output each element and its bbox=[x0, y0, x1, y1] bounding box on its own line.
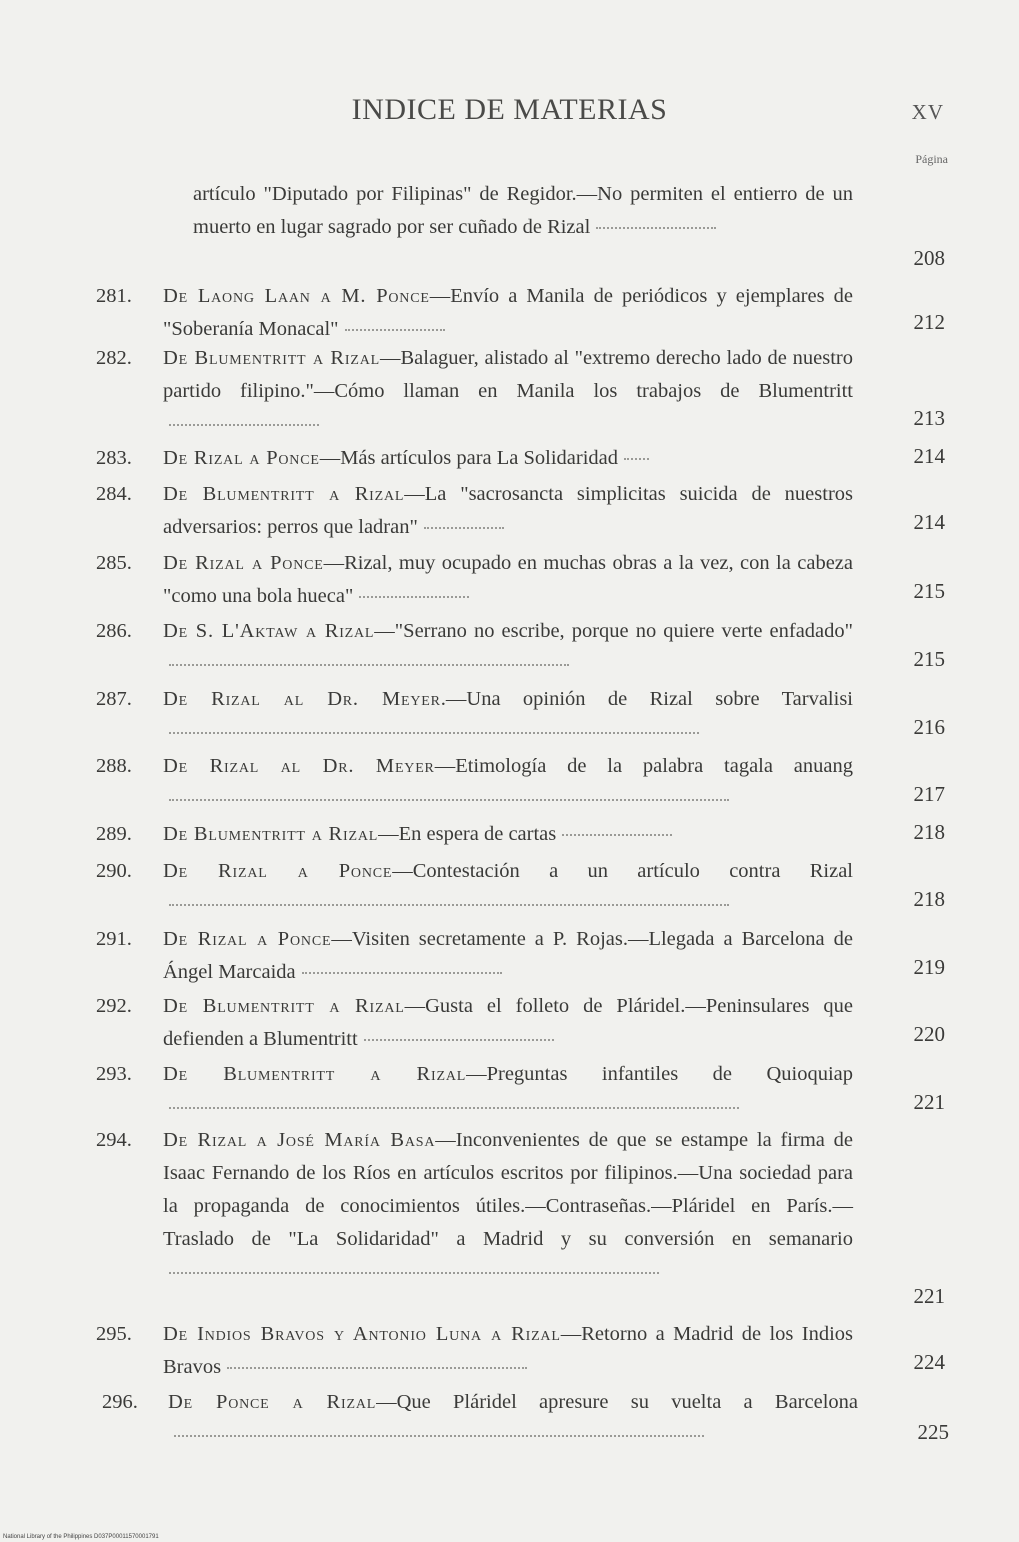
entry-text: —Retorno a Madrid de los Indios Bravos bbox=[163, 1323, 854, 1378]
entry-page: 214 bbox=[913, 510, 945, 534]
entry-page: 219 bbox=[913, 955, 945, 979]
entry-page: 225 bbox=[917, 1420, 949, 1444]
entry-number: 295. bbox=[96, 1323, 132, 1345]
entry-text: —Gusta el folleto de Pláridel.—Peninsulares que defienden a Blumentritt bbox=[163, 995, 854, 1050]
entry-sender: De Rizal a Ponce bbox=[163, 552, 324, 574]
entry-sender: De Blumentritt a Rizal bbox=[163, 347, 380, 369]
entry-text: —En espera de cartas bbox=[378, 823, 557, 845]
entry-sender: De Laong Laan a M. Ponce bbox=[163, 285, 430, 307]
entry-text: —"Serrano no escribe, porque no quiere verte enfadado" bbox=[374, 620, 854, 642]
entry-text: —Balaguer, alistado al "extremo derecho lado de nuestro partido filipino."—Cómo llaman en Manila los trabajos de Blumentritt bbox=[163, 347, 853, 402]
entry-text: —Más artículos para La Solidaridad bbox=[319, 447, 619, 469]
entry-number: 288. bbox=[96, 755, 132, 777]
entry-page: 213 bbox=[913, 406, 945, 430]
page-number: XV bbox=[911, 100, 944, 124]
entry-text: —Inconvenientes de que se estampe la firma de Isaac Fernando de los Ríos en artículos escritos por filipinos.—Una sociedad para la propaganda de conocimientos útiles.—Contraseñas.—Pláridel en París.—Traslado de "La Solidaridad" a Madrid y su conversión en semanario bbox=[163, 1129, 853, 1250]
entry-sender: De Blumentritt a Rizal bbox=[163, 823, 379, 845]
entry-text: —Preguntas infantiles de Quioquiap bbox=[466, 1063, 853, 1085]
page-column-label: Página bbox=[915, 152, 948, 166]
entry-number: 290. bbox=[96, 860, 132, 882]
entry-number: 284. bbox=[96, 483, 132, 505]
entry-number: 294. bbox=[96, 1129, 132, 1151]
entry-number: 286. bbox=[96, 620, 132, 642]
entry-page: 215 bbox=[913, 579, 945, 603]
entry-number: 281. bbox=[96, 285, 132, 307]
entry-number: 289. bbox=[96, 823, 132, 845]
entry-sender: De Rizal al Dr. Meyer bbox=[163, 688, 441, 710]
entry-number: 287. bbox=[96, 688, 132, 710]
entry-sender: De Ponce a Rizal bbox=[168, 1391, 377, 1413]
entry-page: 214 bbox=[913, 444, 945, 468]
entry-sender: De Blumentritt a Rizal bbox=[163, 995, 405, 1017]
entry-sender: De Rizal a José María Basa bbox=[163, 1129, 436, 1151]
entry-page: 212 bbox=[913, 310, 945, 334]
entry-text: —Etimología de la palabra tagala anuang bbox=[434, 755, 853, 777]
entry-sender: De Blumentritt a Rizal bbox=[163, 483, 405, 505]
entry-page: 208 bbox=[913, 246, 945, 270]
entry-number: 291. bbox=[96, 928, 132, 950]
entry-text: —Envío a Manila de periódicos y ejemplares de "Soberanía Monacal" bbox=[163, 285, 853, 340]
entry-text: —Rizal, muy ocupado en muchas obras a la vez, con la cabeza "como una bola hueca" bbox=[163, 552, 853, 607]
entry-page: 220 bbox=[913, 1022, 945, 1046]
entry-number: 285. bbox=[96, 552, 132, 574]
entry-number: 293. bbox=[96, 1063, 132, 1085]
entry-sender: De Rizal al Dr. Meyer bbox=[163, 755, 435, 777]
entry-sender: De Rizal a Ponce bbox=[163, 447, 320, 469]
entry-page: 218 bbox=[913, 887, 945, 911]
entry-number: 296. bbox=[102, 1391, 138, 1413]
entry-sender: De Indios Bravos y Antonio Luna a Rizal bbox=[163, 1323, 561, 1345]
entry-sender: De Rizal a Ponce bbox=[163, 860, 393, 882]
entry-page: 215 bbox=[913, 647, 945, 671]
entry-page: 221 bbox=[913, 1090, 945, 1114]
entry-sender: De Blumentritt a Rizal bbox=[163, 1063, 467, 1085]
entry-text: —Visiten secretamente a P. Rojas.—Llegada a Barcelona de Ángel Marcaida bbox=[163, 928, 854, 983]
entry-number: 283. bbox=[96, 447, 132, 469]
library-footer: National Library of the Philippines D037P00011570001791 bbox=[3, 1534, 159, 1540]
entry-text: —La "sacrosancta simplicitas suicida de nuestros adversarios: perros que ladran" bbox=[163, 483, 853, 538]
entry-sender: De S. L'Aktaw a Rizal bbox=[163, 620, 375, 642]
entry-sender: De Rizal a Ponce bbox=[163, 928, 332, 950]
entry-page: 217 bbox=[913, 782, 945, 806]
entry-page: 216 bbox=[913, 715, 945, 739]
entry-page: 224 bbox=[913, 1350, 945, 1374]
entry-text: —Contestación a un artículo contra Rizal bbox=[392, 860, 853, 882]
entry-number: 282. bbox=[96, 347, 132, 369]
entry-page: 221 bbox=[913, 1284, 945, 1308]
entry-text: —Que Pláridel apresure su vuelta a Barcelona bbox=[376, 1391, 859, 1413]
entry-text: .—Una opinión de Rizal sobre Tarvalisi bbox=[440, 688, 854, 710]
entry-number: 292. bbox=[96, 995, 132, 1017]
entry-page: 218 bbox=[913, 820, 945, 844]
page-title: INDICE DE MATERIAS bbox=[351, 93, 668, 126]
entry-text: artículo "Diputado por Filipinas" de Regidor.—No permiten el entierro de un muerto en lugar sagrado por ser cuñado de Rizal bbox=[193, 183, 853, 238]
